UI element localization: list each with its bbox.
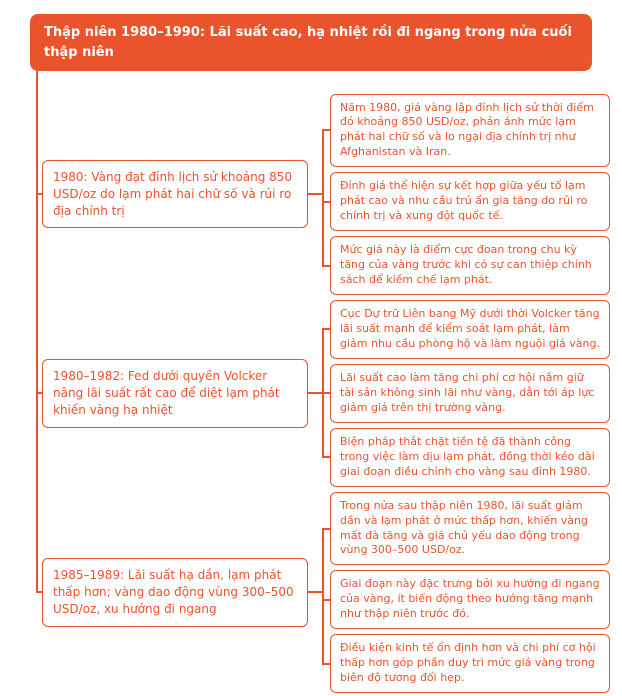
- leaf-row: [322, 298, 610, 362]
- leaf-node: [330, 428, 610, 487]
- branch-group-1980-1982: [36, 298, 610, 490]
- leaf-node: [330, 364, 610, 423]
- leaf-row: [322, 568, 610, 632]
- leaf-node: [330, 94, 610, 168]
- leaf-row: [322, 361, 610, 425]
- branch-label: 1980–1982: Fed dưới quyền Volcker nâng lãi suất rất cao để diệt lạm phát khiến vàng hạ nhiệt: [53, 369, 280, 417]
- leaf-row: [322, 91, 610, 170]
- leaf-text: Biện pháp thắt chặt tiền tệ đã thành công trong việc làm dịu lạm phát, đồng thời kéo dài giai đoạn điều chỉnh cho vàng sau đỉnh 1980.: [340, 434, 595, 478]
- leaf-group: [322, 489, 610, 696]
- leaf-node: [330, 172, 610, 231]
- leaf-row: [322, 234, 610, 298]
- mindmap-canvas: [30, 14, 610, 696]
- branch-group-1980: [36, 91, 610, 298]
- branch-group-1985-1989: [36, 489, 610, 696]
- mindmap-tree: [36, 71, 610, 696]
- leaf-row: [322, 632, 610, 696]
- leaf-node: [330, 634, 610, 693]
- leaf-node: [330, 300, 610, 359]
- leaf-text: Đỉnh giá thể hiện sự kết hợp giữa yếu tố lạm phát cao và nhu cầu trú ẩn gia tăng do rủi ro chính trị và xung đột quốc tế.: [340, 179, 588, 223]
- leaf-text: Trong nửa sau thập niên 1980, lãi suất giảm dần và lạm phát ở mức thấp hơn, khiến vàng mất đà tăng và giá chủ yếu dao động trong vùng 300–500 USD/oz.: [340, 498, 588, 557]
- leaf-row: [322, 170, 610, 234]
- mindmap-root-node: [30, 14, 592, 71]
- trunk-line: [36, 71, 38, 91]
- leaf-node: [330, 236, 610, 295]
- branch-label: 1985–1989: Lãi suất hạ dần, lạm phát thấp hơn; vàng dao động vùng 300–500 USD/oz, xu hướng đi ngang: [53, 568, 294, 616]
- leaf-text: Điều kiện kinh tế ổn định hơn và chi phí cơ hội thấp hơn góp phần duy trì mức giá vàng trong biên độ tương đối hẹp.: [340, 641, 596, 685]
- leaf-text: Lãi suất cao làm tăng chi phí cơ hội nắm giữ tài sản không sinh lãi như vàng, dẫn tới áp lực giảm giá trên thị trường vàng.: [340, 370, 595, 414]
- leaf-row: [322, 489, 610, 568]
- connector-line: [308, 591, 322, 593]
- branch-node: [42, 558, 308, 626]
- branch-node: [42, 160, 308, 228]
- connector-line: [308, 392, 322, 394]
- leaf-text: Năm 1980, giá vàng lập đỉnh lịch sử thời điểm đó khoảng 850 USD/oz, phản ánh mức lạm phát hai chữ số và lo ngại địa chính trị như Afghanistan và Iran.: [340, 100, 594, 159]
- branch-label: 1980: Vàng đạt đỉnh lịch sử khoảng 850 USD/oz do lạm phát hai chữ số và rủi ro địa chính trị: [53, 170, 293, 218]
- leaf-text: Cục Dự trữ Liên bang Mỹ dưới thời Volcker tăng lãi suất mạnh để kiểm soát lạm phát, làm giảm nhu cầu phòng hộ và làm nguội giá vàng.: [340, 307, 600, 350]
- leaf-node: [330, 570, 610, 629]
- mindmap-title: Thập niên 1980–1990: Lãi suất cao, hạ nhiệt rồi đi ngang trong nửa cuối thập niên: [44, 25, 572, 60]
- leaf-group: [322, 91, 610, 298]
- leaf-text: Giai đoạn này đặc trưng bởi xu hướng đi ngang của vàng, ít biến động theo hướng tăng mạnh như thập niên trước đó.: [340, 577, 600, 621]
- leaf-row: [322, 425, 610, 489]
- connector-line: [308, 193, 322, 195]
- branch-node: [42, 359, 308, 427]
- leaf-group: [322, 298, 610, 490]
- leaf-node: [330, 492, 610, 566]
- leaf-text: Mức giá này là điểm cực đoan trong chu kỳ tăng của vàng trước khi có sự can thiệp chính sách để kiềm chế lạm phát.: [340, 243, 592, 287]
